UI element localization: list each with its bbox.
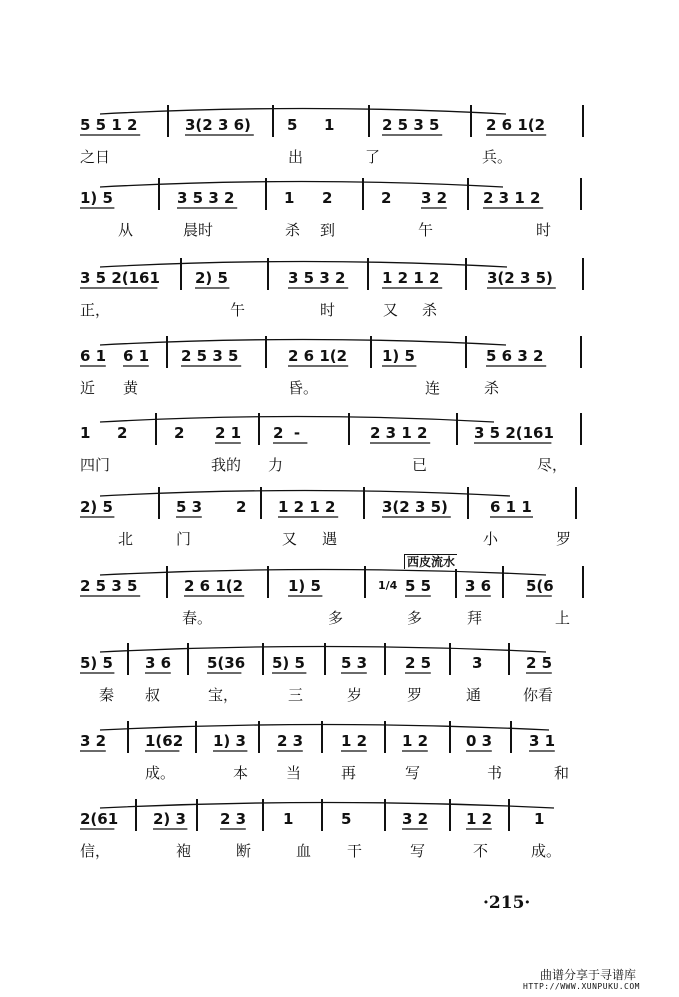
lyric-text: 断 — [236, 842, 252, 860]
lyric-text: 写 — [405, 764, 421, 782]
note-group: 2 — [174, 424, 185, 442]
slur-arc — [100, 340, 506, 346]
note-group: 1 2 1 2 — [278, 498, 336, 516]
lyric-text: 又 — [282, 530, 298, 548]
lyric-text: 午 — [418, 221, 434, 239]
watermark-text: 曲谱分享于寻谱库 — [540, 968, 637, 982]
lyric-text: 和 — [554, 764, 570, 782]
page-number: ·215· — [483, 893, 531, 913]
lyric-text: 叔 — [145, 686, 161, 704]
lyric-text: 信， — [80, 842, 111, 860]
note-group: 2 5 3 5 — [80, 577, 138, 595]
note-group: 1 — [283, 810, 294, 828]
note-group: 1) 5 — [288, 577, 321, 595]
note-group: 5 — [287, 116, 298, 134]
note-group: 2 - — [273, 424, 301, 442]
note-group: 1) 5 — [382, 347, 415, 365]
note-group: 1 2 1 2 — [382, 269, 440, 287]
note-group: 2 5 3 5 — [382, 116, 440, 134]
note-group: 1 — [284, 189, 295, 207]
lyric-text: 多 — [407, 609, 423, 627]
lyric-text: 正， — [80, 301, 111, 319]
note-group: 3 5 2(161 — [474, 424, 554, 442]
note-group: 5 — [341, 810, 352, 828]
note-group: 2) 5 — [80, 498, 113, 516]
note-group: 2 5 — [405, 654, 432, 672]
lyric-text: 袍 — [176, 842, 192, 860]
lyric-text: 杀 — [422, 301, 438, 319]
note-group: 2 — [322, 189, 333, 207]
slur-arc — [100, 417, 494, 423]
slur-arc — [100, 182, 503, 188]
slur-arc — [100, 803, 554, 809]
lyric-text: 昏。 — [288, 379, 319, 397]
lyric-text: 我的 — [211, 456, 242, 474]
lyric-text: 血 — [296, 842, 312, 860]
lyric-text: 了 — [365, 148, 381, 166]
note-group: 2 — [236, 498, 247, 516]
lyric-text: 写 — [410, 842, 426, 860]
note-group: 2 5 — [526, 654, 553, 672]
lyric-text: 当 — [286, 764, 302, 782]
lyric-text: 午 — [230, 301, 246, 319]
lyric-text: 杀 — [285, 221, 301, 239]
note-group: 5(6 — [526, 577, 554, 595]
watermark-url: HTTP://WWW.XUNPUKU.COM — [523, 982, 640, 991]
note-group: 3 — [472, 654, 483, 672]
note-group: 1 2 — [466, 810, 493, 828]
note-group: 5 5 1 2 — [80, 116, 138, 134]
note-group: 5(36 — [207, 654, 246, 672]
slur-arc — [100, 491, 510, 497]
note-group: 6 1 — [80, 347, 107, 365]
lyric-text: 之日 — [80, 148, 111, 166]
note-group: 1 — [324, 116, 335, 134]
lyric-text: 尽， — [537, 456, 568, 474]
lyric-text: 从 — [118, 221, 134, 239]
note-group: 5 3 — [341, 654, 368, 672]
lyric-text: 你看 — [523, 686, 554, 704]
note-group: 1 — [534, 810, 545, 828]
note-group: 2) 3 — [153, 810, 186, 828]
note-group: 2) 5 — [195, 269, 228, 287]
note-group: 2 — [117, 424, 128, 442]
lyric-text: 成。 — [531, 842, 562, 860]
note-group: 2 3 — [220, 810, 247, 828]
lyric-text: 到 — [320, 221, 336, 239]
lyric-text: 出 — [288, 148, 304, 166]
note-group: 5 3 — [176, 498, 203, 516]
note-group: 2 6 1(2 — [486, 116, 546, 134]
lyric-text: 成。 — [145, 764, 176, 782]
lyric-text: 本 — [233, 764, 249, 782]
note-group: 1 2 — [341, 732, 368, 750]
lyric-text: 晨时 — [183, 221, 214, 239]
lyric-text: 北 — [118, 530, 134, 548]
lyric-text: 时 — [536, 221, 552, 239]
lyric-text: 秦 — [99, 686, 115, 704]
lyric-text: 近 — [80, 379, 96, 397]
slur-arc — [100, 647, 546, 653]
note-group: 5 5 — [405, 577, 432, 595]
lyric-text: 罗 — [407, 686, 423, 704]
lyric-text: 再 — [341, 764, 357, 782]
lyric-text: 春。 — [182, 609, 213, 627]
note-group: 3 5 3 2 — [177, 189, 235, 207]
lyric-text: 干 — [347, 842, 363, 860]
lyric-text: 门 — [176, 530, 192, 548]
lyric-text: 时 — [320, 301, 336, 319]
note-group: 3 5 3 2 — [288, 269, 346, 287]
note-group: 3 5 2(161 — [80, 269, 160, 287]
note-group: 1) 3 — [213, 732, 246, 750]
lyric-text: 岁 — [347, 686, 363, 704]
note-group: 2 — [381, 189, 392, 207]
lyric-text: 不 — [473, 842, 489, 860]
lyric-text: 兵。 — [482, 148, 513, 166]
note-group: 2 6 1(2 — [288, 347, 348, 365]
time-signature: 1/4 — [378, 579, 398, 592]
note-group: 3 2 — [402, 810, 429, 828]
note-group: 2 3 — [277, 732, 304, 750]
note-group: 1 2 — [402, 732, 429, 750]
note-group: 2 1 — [215, 424, 242, 442]
note-group: 3 2 — [80, 732, 107, 750]
slur-arc — [100, 725, 549, 731]
note-group: 1 — [80, 424, 91, 442]
lyric-text: 杀 — [484, 379, 500, 397]
lyric-text: 三 — [288, 686, 304, 704]
slur-arc — [100, 109, 506, 115]
lyric-text: 宝， — [208, 686, 239, 704]
lyric-text: 多 — [328, 609, 344, 627]
note-group: 1) 5 — [80, 189, 113, 207]
note-group: 6 1 — [123, 347, 150, 365]
lyric-text: 遇 — [322, 530, 338, 548]
lyric-text: 黄 — [123, 379, 139, 397]
note-group: 3 1 — [529, 732, 556, 750]
lyric-text: 通 — [466, 686, 482, 704]
note-group: 5) 5 — [80, 654, 113, 672]
lyric-text: 四门 — [80, 456, 111, 474]
section-marker: 西皮流水 — [404, 554, 457, 569]
lyric-text: 上 — [555, 609, 571, 627]
lyric-text: 连 — [425, 379, 441, 397]
lyric-text: 又 — [383, 301, 399, 319]
note-group: 2 3 1 2 — [483, 189, 541, 207]
note-group: 2(61 — [80, 810, 119, 828]
lyric-text: 罗 — [556, 530, 572, 548]
note-group: 3 2 — [421, 189, 448, 207]
note-group: 2 3 1 2 — [370, 424, 428, 442]
note-group: 2 5 3 5 — [181, 347, 239, 365]
lyric-text: 书 — [487, 764, 503, 782]
lyric-text: 小 — [483, 530, 499, 548]
note-group: 6 1 1 — [490, 498, 532, 516]
note-group: 3(2 3 6) — [185, 116, 251, 134]
note-group: 1(62 — [145, 732, 184, 750]
lyric-text: 拜 — [467, 609, 483, 627]
note-group: 2 6 1(2 — [184, 577, 244, 595]
lyric-text: 力 — [268, 456, 284, 474]
note-group: 5 6 3 2 — [486, 347, 544, 365]
note-group: 0 3 — [466, 732, 493, 750]
note-group: 3 6 — [145, 654, 172, 672]
slur-arc — [100, 262, 507, 268]
note-group: 3 6 — [465, 577, 492, 595]
lyric-text: 已 — [412, 456, 428, 474]
slur-arc — [100, 570, 546, 576]
note-group: 3(2 3 5) — [487, 269, 553, 287]
note-group: 3(2 3 5) — [382, 498, 448, 516]
note-group: 5) 5 — [272, 654, 305, 672]
